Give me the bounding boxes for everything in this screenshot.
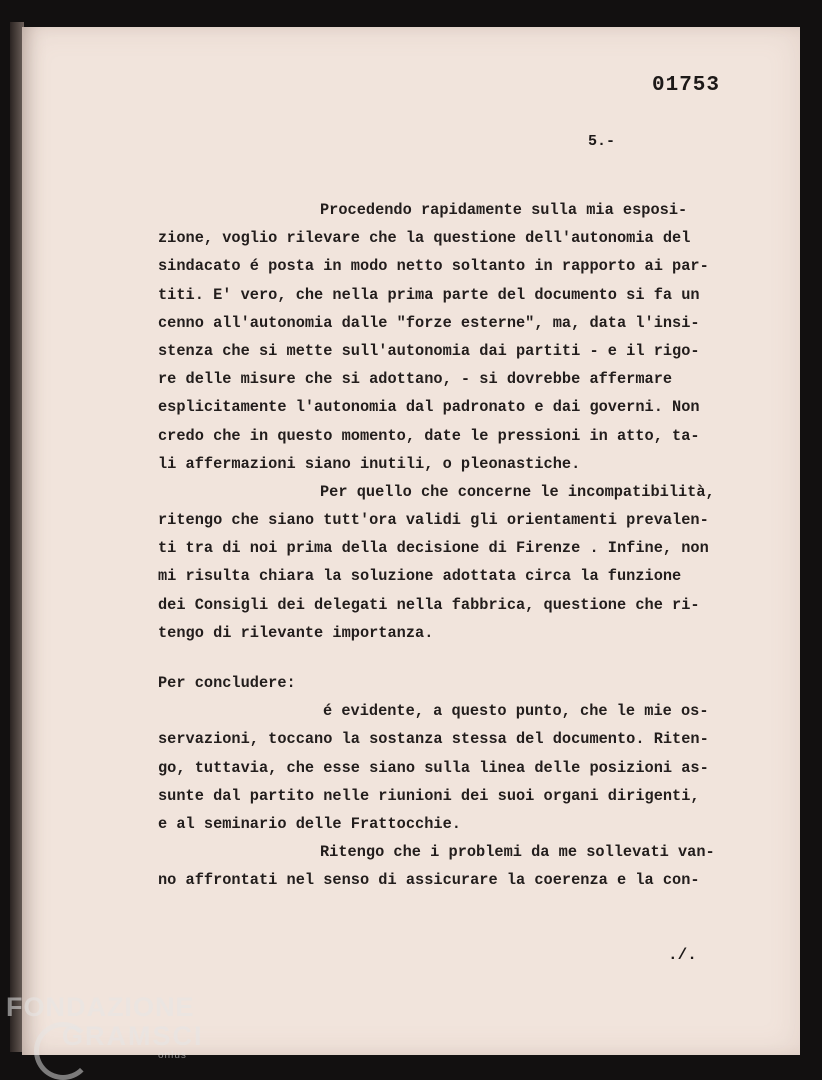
text-line: zione, voglio rilevare che la questione dell'autonomia del	[158, 229, 691, 248]
text-line: go, tuttavia, che esse siano sulla linea delle posizioni as-	[158, 758, 709, 777]
text-line: ti tra di noi prima della decisione di Firenze . Infine, non	[158, 539, 709, 558]
text-line: titi. E' vero, che nella prima parte del documento si fa un	[158, 285, 700, 304]
text-line: cenno all'autonomia dalle "forze esterne", ma, data l'insi-	[158, 313, 700, 332]
paragraph-4	[158, 838, 748, 894]
text-line: esplicitamente l'autonomia dal padronato e dai governi. Non	[158, 398, 700, 417]
fondazione-gramsci-watermark	[6, 992, 204, 1061]
paragraph-gap	[158, 647, 748, 669]
text-line: stenza che si mette sull'autonomia dai partiti - e il rigo-	[158, 341, 700, 360]
paragraph-2	[158, 478, 748, 647]
text-line: Per quello che concerne le incompatibilità,	[320, 482, 715, 501]
paragraph-3	[158, 697, 748, 838]
watermark-line-2: GRAMSCI	[62, 1021, 204, 1051]
page-number: 5.-	[588, 133, 616, 150]
text-line: no affrontati nel senso di assicurare la coerenza e la con-	[158, 871, 700, 890]
text-line: re delle misure che si adottano, - si dovrebbe affermare	[158, 370, 673, 389]
text-line: sindacato é posta in modo netto soltanto in rapporto ai par-	[158, 257, 709, 276]
text-line: credo che in questo momento, date le pressioni in atto, ta-	[158, 426, 700, 445]
text-line: Procedendo rapidamente sulla mia esposi-	[320, 201, 688, 219]
paragraph-1	[158, 196, 748, 478]
text-line: li affermazioni siano inutili, o pleonastiche.	[158, 454, 581, 473]
watermark-suffix: onlus	[158, 1050, 187, 1061]
watermark-line-1: FONDAZIONE	[6, 992, 195, 1022]
text-line: Ritengo che i problemi da me sollevati van-	[320, 843, 715, 862]
document-body	[158, 196, 748, 895]
text-line: mi risulta chiara la soluzione adottata circa la funzione	[158, 567, 682, 586]
text-line: e al seminario delle Frattocchie.	[158, 814, 461, 833]
text-line: é evidente, a questo punto, che le mie os-	[323, 702, 709, 721]
document-number: 01753	[652, 74, 721, 97]
text-line: dei Consigli dei delegati nella fabbrica, questione che ri-	[158, 595, 700, 614]
text-line: tengo di rilevante importanza.	[158, 623, 434, 642]
text-line: ritengo che siano tutt'ora validi gli orientamenti prevalen-	[158, 511, 709, 530]
text-line: sunte dal partito nelle riunioni dei suoi organi dirigenti,	[158, 786, 700, 805]
conclusion-heading: Per concludere:	[158, 674, 296, 692]
continuation-mark: ./.	[668, 946, 697, 964]
text-line: servazioni, toccano la sostanza stessa del documento. Riten-	[158, 730, 709, 749]
gramsci-logo-ring-icon	[34, 1022, 92, 1080]
